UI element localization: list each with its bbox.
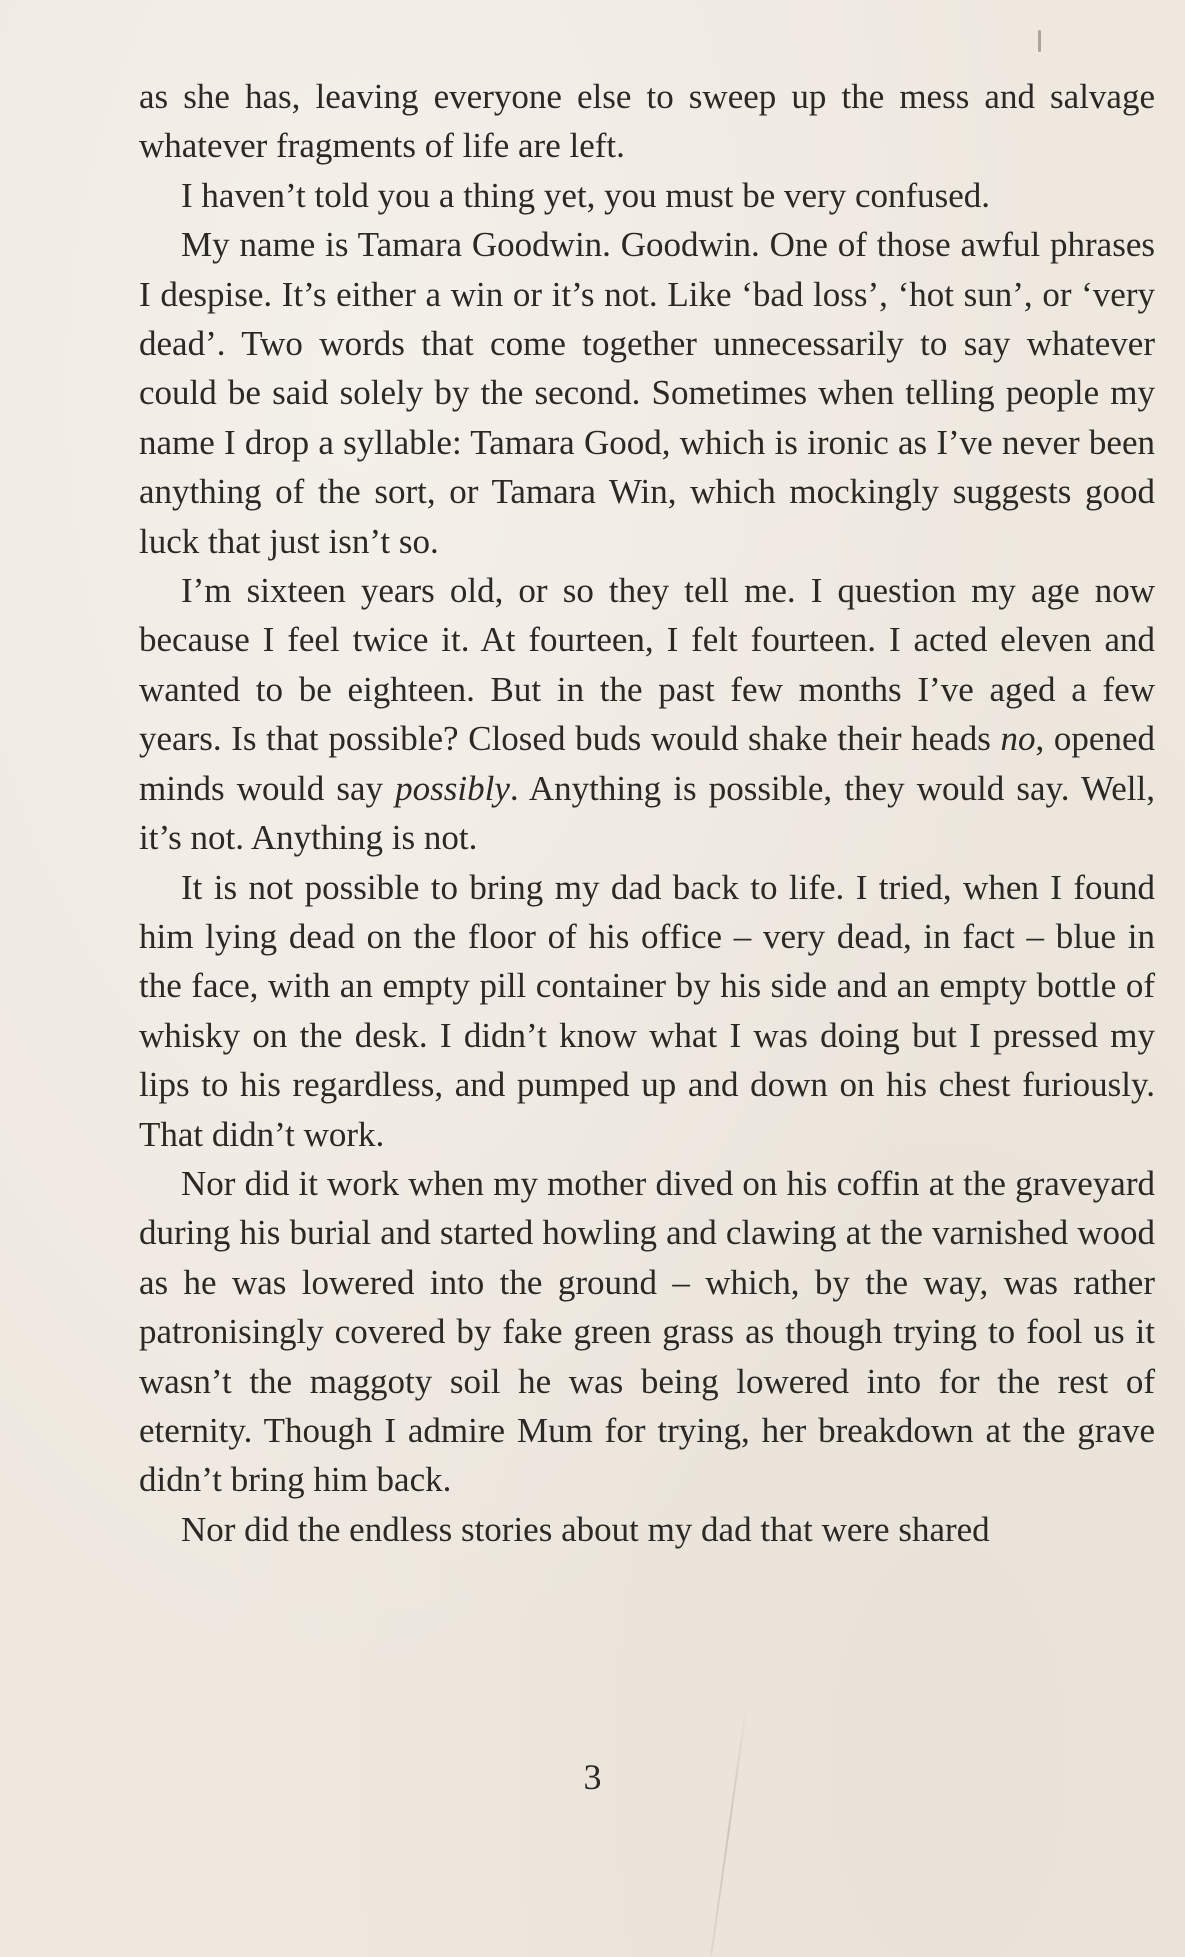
paragraph-6: Nor did it work when my mother dived on his coffin at the graveyard during his burial and started howling and clawing at the varnished wood as he was lowered into the ground – which, by the way, was rather patronisingly covered by fake green grass as though trying to fool us it wasn’t the maggoty soil he was being lowered into for the rest of eternity. Though I admire Mum for trying, her breakdown at the grave didn’t bring him back.: [139, 1163, 1155, 1500]
paragraph-4-part-3: . Anything is possible, they would say. Well, it’s not. Anything is not.: [139, 768, 1155, 858]
paragraph-7: Nor did the endless stories about my dad that were shared: [181, 1509, 990, 1549]
paragraph-5: It is not possible to bring my dad back to life. I tried, when I found him lying dead on the floor of his office – very dead, in fact – blue in the face, with an empty pill container by his side and an empty bottle of whisky on the desk. I didn’t know what I was doing but I pressed my lips to his regardless, and pumped up and down on his chest furiously. That didn’t work.: [139, 867, 1155, 1154]
paragraph-1: as she has, leaving everyone else to sweep up the mess and salvage whatever fragments of life are left.: [139, 77, 1155, 166]
paragraph-4: [139, 566, 1155, 862]
paper-crease: [710, 1701, 748, 1956]
page-number: 3: [583, 1757, 602, 1797]
scan-mark: [1038, 30, 1041, 52]
paragraph-4-part-2: , opened minds would say: [139, 719, 1155, 808]
paragraph-4-part-1: I’m sixteen years old, or so they tell me. I question my age now because I feel twice it. At fourteen, I felt fourteen. I acted eleven and wanted to be eighteen. But in the past few months I’ve aged a few years. Is that possible? Closed buds would shake their heads: [139, 571, 1155, 759]
italic-possibly: possibly: [395, 768, 510, 808]
italic-no: no: [1000, 719, 1036, 759]
paragraph-3: My name is Tamara Goodwin. Goodwin. One of those awful phrases I despise. It’s either a win or it’s not. Like ‘bad loss’, ‘hot sun’, or ‘very dead’. Two words that come together unnecessarily to say whatever could be said solely by the second. Sometimes when telling people my name I drop a syllable: Tamara Good, which is ironic as I’ve never been anything of the sort, or Tamara Win, which mockingly suggests good luck that just isn’t so.: [139, 225, 1155, 561]
paragraph-2: I haven’t told you a thing yet, you must be very confused.: [181, 175, 991, 215]
body-text: [139, 72, 1155, 1554]
